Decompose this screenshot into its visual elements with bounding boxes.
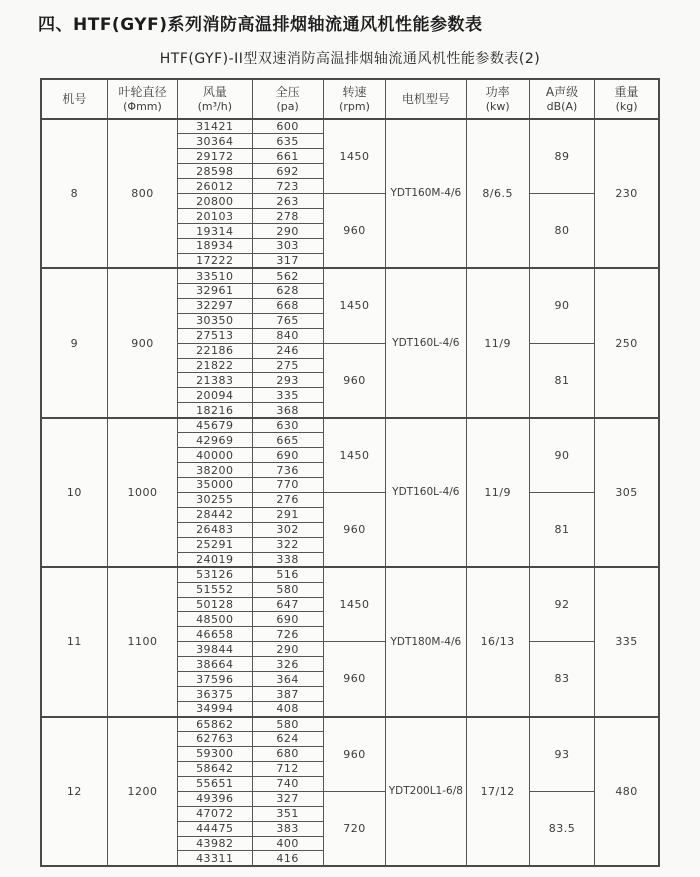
speed-cell: 960 [323, 492, 385, 567]
air-volume-cell: 32961 [178, 283, 252, 298]
header-impeller-diameter [107, 79, 177, 119]
table-body [41, 119, 659, 866]
total-pressure-cell: 408 [252, 702, 323, 717]
total-pressure-cell: 290 [252, 224, 323, 239]
air-volume-cell: 55651 [178, 776, 252, 791]
table-row [41, 418, 659, 433]
total-pressure-cell: 736 [252, 463, 323, 478]
total-pressure-cell: 723 [252, 179, 323, 194]
page-title: 四、HTF(GYF)系列消防高温排烟轴流通风机性能参数表 [38, 15, 483, 35]
air-volume-cell: 18934 [178, 239, 252, 254]
motor-model-cell: YDT160L-4/6 [386, 268, 466, 417]
noise-level-cell: 92 [529, 567, 594, 642]
speed-cell: 1450 [323, 268, 385, 343]
air-volume-cell: 51552 [178, 582, 252, 597]
air-volume-cell: 21822 [178, 358, 252, 373]
weight-cell: 480 [595, 717, 659, 866]
air-volume-cell: 28598 [178, 164, 252, 179]
speed-cell: 1450 [323, 418, 385, 493]
header-label: 机号 [62, 91, 87, 106]
weight-cell: 230 [595, 119, 659, 268]
total-pressure-cell: 291 [252, 507, 323, 522]
fan-parameters-table [40, 78, 660, 867]
air-volume-cell: 48500 [178, 612, 252, 627]
total-pressure-cell: 600 [252, 119, 323, 134]
total-pressure-cell: 383 [252, 821, 323, 836]
header-unit: (kw) [485, 99, 510, 113]
total-pressure-cell: 840 [252, 328, 323, 343]
air-volume-cell: 24019 [178, 552, 252, 567]
total-pressure-cell: 400 [252, 836, 323, 851]
total-pressure-cell: 246 [252, 343, 323, 358]
air-volume-cell: 50128 [178, 597, 252, 612]
air-volume-cell: 30350 [178, 313, 252, 328]
air-volume-cell: 38664 [178, 657, 252, 672]
air-volume-cell: 38200 [178, 463, 252, 478]
total-pressure-cell: 765 [252, 313, 323, 328]
total-pressure-cell: 327 [252, 791, 323, 806]
header-unit: (pa) [276, 99, 299, 113]
speed-cell: 1450 [323, 567, 385, 642]
air-volume-cell: 18216 [178, 403, 252, 418]
table-header [41, 79, 659, 119]
total-pressure-cell: 263 [252, 194, 323, 209]
total-pressure-cell: 690 [252, 612, 323, 627]
air-volume-cell: 44475 [178, 821, 252, 836]
total-pressure-cell: 668 [252, 298, 323, 313]
air-volume-cell: 37596 [178, 672, 252, 687]
impeller-diameter-cell: 900 [107, 268, 177, 417]
header-label: 转速 [342, 84, 367, 99]
total-pressure-cell: 580 [252, 582, 323, 597]
total-pressure-cell: 516 [252, 567, 323, 582]
header-label: A声级 [545, 84, 579, 99]
header-unit: (Φmm) [123, 99, 162, 113]
total-pressure-cell: 364 [252, 672, 323, 687]
motor-model-cell: YDT200L1-6/8 [386, 717, 466, 866]
air-volume-cell: 19314 [178, 224, 252, 239]
total-pressure-cell: 338 [252, 552, 323, 567]
total-pressure-cell: 726 [252, 627, 323, 642]
total-pressure-cell: 275 [252, 358, 323, 373]
air-volume-cell: 43311 [178, 851, 252, 866]
air-volume-cell: 59300 [178, 746, 252, 761]
header-unit: (rpm) [339, 99, 370, 113]
air-volume-cell: 25291 [178, 537, 252, 552]
air-volume-cell: 42969 [178, 433, 252, 448]
air-volume-cell: 33510 [178, 268, 252, 283]
air-volume-cell: 58642 [178, 761, 252, 776]
power-cell: 17/12 [466, 717, 529, 866]
noise-level-cell: 90 [529, 268, 594, 343]
air-volume-cell: 30364 [178, 134, 252, 149]
impeller-diameter-cell: 1100 [107, 567, 177, 716]
noise-level-cell: 89 [529, 119, 594, 194]
weight-cell: 250 [595, 268, 659, 417]
total-pressure-cell: 335 [252, 388, 323, 403]
total-pressure-cell: 317 [252, 253, 323, 268]
air-volume-cell: 20800 [178, 194, 252, 209]
header-unit: (kg) [615, 99, 638, 113]
air-volume-cell: 39844 [178, 642, 252, 657]
model-no-cell: 8 [41, 119, 107, 268]
header-label: 功率 [485, 84, 510, 99]
header-label: 电机型号 [401, 91, 450, 106]
header-speed [323, 79, 385, 119]
total-pressure-cell: 293 [252, 373, 323, 388]
impeller-diameter-cell: 1200 [107, 717, 177, 866]
air-volume-cell: 26483 [178, 522, 252, 537]
motor-model-cell: YDT160L-4/6 [386, 418, 466, 567]
total-pressure-cell: 628 [252, 283, 323, 298]
air-volume-cell: 22186 [178, 343, 252, 358]
total-pressure-cell: 770 [252, 478, 323, 493]
total-pressure-cell: 680 [252, 746, 323, 761]
air-volume-cell: 26012 [178, 179, 252, 194]
total-pressure-cell: 665 [252, 433, 323, 448]
speed-cell: 960 [323, 343, 385, 418]
total-pressure-cell: 368 [252, 403, 323, 418]
air-volume-cell: 35000 [178, 478, 252, 493]
total-pressure-cell: 647 [252, 597, 323, 612]
header-unit: (m³/h) [197, 99, 233, 113]
total-pressure-cell: 276 [252, 492, 323, 507]
header-model-no [41, 79, 107, 119]
total-pressure-cell: 580 [252, 717, 323, 732]
header-air-volume [178, 79, 252, 119]
header-noise-level [529, 79, 594, 119]
total-pressure-cell: 712 [252, 761, 323, 776]
noise-level-cell: 81 [529, 492, 594, 567]
air-volume-cell: 30255 [178, 492, 252, 507]
model-no-cell: 11 [41, 567, 107, 716]
air-volume-cell: 20103 [178, 209, 252, 224]
total-pressure-cell: 387 [252, 687, 323, 702]
air-volume-cell: 40000 [178, 448, 252, 463]
header-label: 全压 [275, 84, 300, 99]
total-pressure-cell: 416 [252, 851, 323, 866]
noise-level-cell: 90 [529, 418, 594, 493]
air-volume-cell: 29172 [178, 149, 252, 164]
header-total-pressure [252, 79, 323, 119]
header-power [466, 79, 529, 119]
table-row [41, 268, 659, 283]
total-pressure-cell: 322 [252, 537, 323, 552]
total-pressure-cell: 278 [252, 209, 323, 224]
air-volume-cell: 46658 [178, 627, 252, 642]
parameters-table-container [40, 78, 660, 867]
power-cell: 11/9 [466, 268, 529, 417]
air-volume-cell: 21383 [178, 373, 252, 388]
air-volume-cell: 31421 [178, 119, 252, 134]
power-cell: 16/13 [466, 567, 529, 716]
power-cell: 11/9 [466, 418, 529, 567]
speed-cell: 720 [323, 791, 385, 866]
model-no-cell: 9 [41, 268, 107, 417]
table-row [41, 567, 659, 582]
table-row [41, 717, 659, 732]
header-weight [595, 79, 659, 119]
air-volume-cell: 62763 [178, 731, 252, 746]
noise-level-cell: 81 [529, 343, 594, 418]
noise-level-cell: 93 [529, 717, 594, 792]
air-volume-cell: 65862 [178, 717, 252, 732]
model-no-cell: 12 [41, 717, 107, 866]
total-pressure-cell: 303 [252, 239, 323, 254]
speed-cell: 960 [323, 717, 385, 792]
noise-level-cell: 83.5 [529, 791, 594, 866]
air-volume-cell: 53126 [178, 567, 252, 582]
motor-model-cell: YDT180M-4/6 [386, 567, 466, 716]
air-volume-cell: 45679 [178, 418, 252, 433]
power-cell: 8/6.5 [466, 119, 529, 268]
total-pressure-cell: 630 [252, 418, 323, 433]
speed-cell: 960 [323, 642, 385, 717]
total-pressure-cell: 562 [252, 268, 323, 283]
total-pressure-cell: 290 [252, 642, 323, 657]
header-motor-model [386, 79, 466, 119]
air-volume-cell: 17222 [178, 253, 252, 268]
speed-cell: 1450 [323, 119, 385, 194]
total-pressure-cell: 690 [252, 448, 323, 463]
table-row [41, 119, 659, 134]
table-subtitle: HTF(GYF)-II型双速消防高温排烟轴流通风机性能参数表(2) [159, 51, 541, 67]
air-volume-cell: 34994 [178, 702, 252, 717]
noise-level-cell: 83 [529, 642, 594, 717]
air-volume-cell: 36375 [178, 687, 252, 702]
air-volume-cell: 28442 [178, 507, 252, 522]
total-pressure-cell: 326 [252, 657, 323, 672]
noise-level-cell: 80 [529, 194, 594, 269]
total-pressure-cell: 661 [252, 149, 323, 164]
air-volume-cell: 43982 [178, 836, 252, 851]
header-label: 风量 [202, 84, 227, 99]
weight-cell: 305 [595, 418, 659, 567]
impeller-diameter-cell: 800 [107, 119, 177, 268]
total-pressure-cell: 635 [252, 134, 323, 149]
impeller-diameter-cell: 1000 [107, 418, 177, 567]
model-no-cell: 10 [41, 418, 107, 567]
air-volume-cell: 49396 [178, 791, 252, 806]
air-volume-cell: 27513 [178, 328, 252, 343]
total-pressure-cell: 692 [252, 164, 323, 179]
air-volume-cell: 20094 [178, 388, 252, 403]
weight-cell: 335 [595, 567, 659, 716]
air-volume-cell: 32297 [178, 298, 252, 313]
air-volume-cell: 47072 [178, 806, 252, 821]
header-label: 叶轮直径 [118, 84, 167, 99]
motor-model-cell: YDT160M-4/6 [386, 119, 466, 268]
header-label: 重量 [614, 84, 639, 99]
total-pressure-cell: 624 [252, 731, 323, 746]
total-pressure-cell: 302 [252, 522, 323, 537]
total-pressure-cell: 740 [252, 776, 323, 791]
header-unit: dB(A) [546, 99, 578, 113]
speed-cell: 960 [323, 194, 385, 269]
total-pressure-cell: 351 [252, 806, 323, 821]
